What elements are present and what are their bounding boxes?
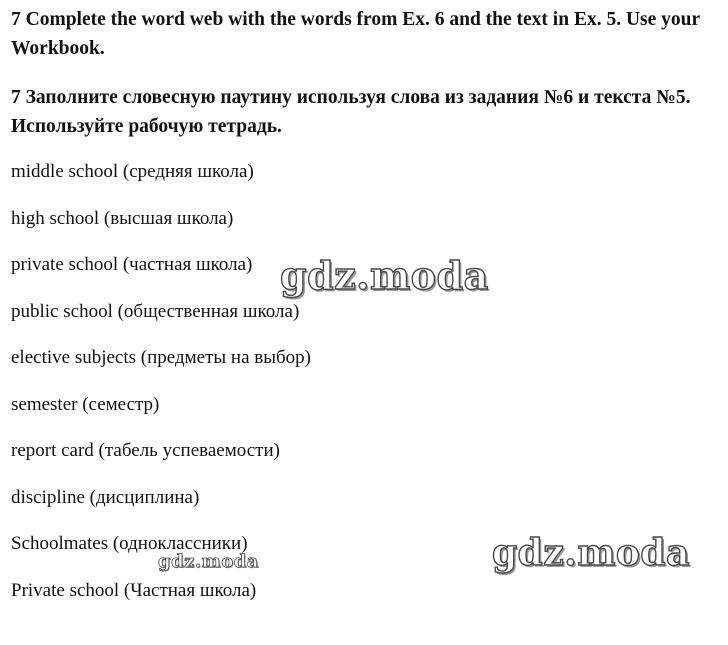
vocab-item: public school (общественная школа) <box>11 300 300 322</box>
exercise-heading-english: 7 Complete the word web with the words from Ex. 6 and the text in Ex. 5. Use your Workbook. <box>11 9 700 59</box>
vocab-item: high school (высшая школа) <box>11 207 234 229</box>
watermark-logo: gdz.moda <box>492 532 690 574</box>
vocab-item: semester (семестр) <box>11 393 160 415</box>
exercise-heading-russian: 7 Заполните словесную паутину используя слова из задания №6 и текста №5. Используйте рабочую тетрадь. <box>11 87 691 137</box>
vocab-item: private school (частная школа) <box>11 254 253 275</box>
watermark-logo: gdz.moda <box>280 253 489 298</box>
vocab-item: Schoolmates (одноклассники) <box>11 533 248 554</box>
vocab-item: report card (табель успеваемости) <box>11 440 280 461</box>
vocab-item: middle school (средняя школа) <box>11 161 254 182</box>
vocab-item: Private school (Частная школа) <box>11 579 257 601</box>
vocab-item: elective subjects (предметы на выбор) <box>11 347 311 368</box>
watermark-logo-small: gdz.moda <box>158 551 259 572</box>
vocab-item: discipline (дисциплина) <box>11 486 200 508</box>
vocabulary-list <box>11 156 311 621</box>
